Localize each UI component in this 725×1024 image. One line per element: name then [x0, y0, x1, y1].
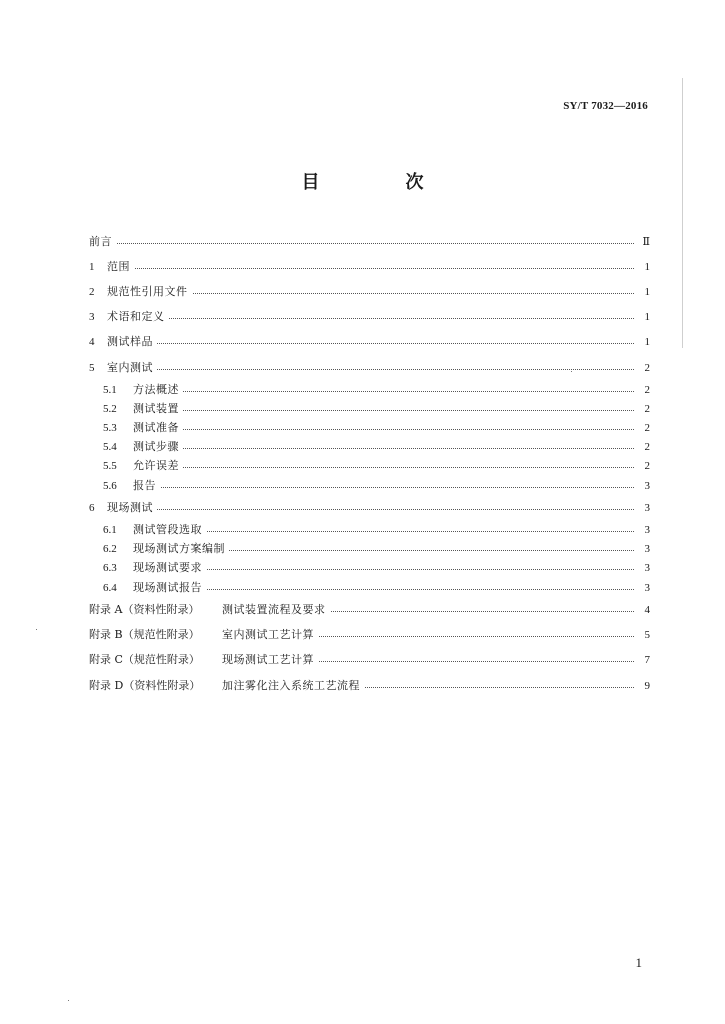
toc-entry[interactable] [0, 358, 725, 378]
toc-entry-label: 允许误差 [133, 456, 183, 476]
toc-entry-page: 1 [644, 311, 650, 323]
toc-entry-number: 5.4 [103, 441, 117, 453]
toc-entry-number: 6.1 [103, 524, 117, 536]
toc-entry-page: 2 [644, 422, 650, 434]
toc-entry-label: 测试准备 [133, 418, 183, 438]
toc-entry-label: 测试管段选取 [133, 520, 206, 540]
toc-entry-label: 方法概述 [133, 380, 183, 400]
toc-entry[interactable] [0, 600, 725, 620]
toc-entry[interactable] [0, 558, 725, 578]
toc-entry-label: 现场测试要求 [133, 558, 206, 578]
toc-entry-page: 4 [644, 604, 650, 616]
toc-dot-leader [107, 318, 634, 319]
toc-entry-page: 1 [644, 286, 650, 298]
toc-entry-number: 5 [89, 362, 95, 374]
toc-entry-label: 测试装置 [133, 399, 183, 419]
toc-dot-leader [133, 467, 634, 468]
toc-entry-page: 3 [644, 480, 650, 492]
toc-entry-number: 5.1 [103, 384, 117, 396]
toc-entry-number: 1 [89, 261, 95, 273]
toc-entry-label: 术语和定义 [107, 307, 169, 327]
toc-entry-page: Ⅱ [642, 236, 650, 248]
toc-dot-leader [89, 243, 634, 244]
toc-entry-number: 6.3 [103, 562, 117, 574]
toc-dot-leader [107, 268, 634, 269]
toc-dot-leader [133, 531, 634, 532]
toc-entry[interactable] [0, 437, 725, 457]
toc-entry-label: 测试步骤 [133, 437, 183, 457]
toc-entry-label: 现场测试工艺计算 [222, 650, 318, 670]
toc-entry-label: 室内测试工艺计算 [222, 625, 318, 645]
toc-entry-label: 现场测试方案编制 [133, 539, 229, 559]
toc-entry-number: 5.6 [103, 480, 117, 492]
scan-edge-line [682, 78, 683, 348]
page-number: 1 [635, 955, 642, 970]
toc-dot-leader [107, 343, 634, 344]
toc-entry-number: 附录 C（规范性附录） [89, 653, 200, 666]
toc-entry-label: 现场测试 [107, 498, 157, 518]
toc-entry-label: 测试样品 [107, 332, 157, 352]
toc-entry[interactable] [0, 257, 725, 277]
toc-entry-number: 5.3 [103, 422, 117, 434]
toc-entry[interactable] [0, 498, 725, 518]
toc-entry-page: 3 [644, 543, 650, 555]
toc-entry-page: 2 [644, 441, 650, 453]
toc-entry-number: 4 [89, 336, 95, 348]
toc-entry-page: 1 [644, 261, 650, 273]
toc-entry[interactable] [0, 380, 725, 400]
toc-entry[interactable] [0, 676, 725, 696]
toc-entry[interactable] [0, 232, 725, 252]
toc-entry[interactable] [0, 625, 725, 645]
toc-dot-leader [133, 410, 634, 411]
toc-entry[interactable] [0, 539, 725, 559]
toc-entry-label: 范围 [107, 257, 134, 277]
toc-entry-label: 室内测试 [107, 358, 157, 378]
toc-entry[interactable] [0, 578, 725, 598]
toc-entry[interactable] [0, 418, 725, 438]
scan-speck [571, 371, 572, 372]
toc-entry[interactable] [0, 307, 725, 327]
toc-entry[interactable] [0, 282, 725, 302]
toc-dot-leader [107, 369, 634, 370]
toc-entry-label: 测试装置流程及要求 [222, 600, 330, 620]
toc-title: 目 次 [301, 172, 458, 193]
toc-entry-label: 现场测试报告 [133, 578, 206, 598]
toc-dot-leader [107, 509, 634, 510]
toc-entry-number: 附录 B（规范性附录） [89, 628, 200, 641]
toc-entry-number: 6 [89, 502, 95, 514]
toc-entry[interactable] [0, 650, 725, 670]
toc-entry-number: 2 [89, 286, 95, 298]
toc-entry[interactable] [0, 456, 725, 476]
toc-dot-leader [133, 429, 634, 430]
toc-entry-number: 3 [89, 311, 95, 323]
toc-entry[interactable] [0, 332, 725, 352]
toc-entry-number: 6.2 [103, 543, 117, 555]
toc-dot-leader [133, 487, 634, 488]
toc-entry-page: 3 [644, 562, 650, 574]
toc-entry-page: 3 [644, 582, 650, 594]
toc-dot-leader [133, 589, 634, 590]
toc-entry-page: 3 [644, 524, 650, 536]
toc-entry[interactable] [0, 520, 725, 540]
toc-entry-page: 2 [644, 362, 650, 374]
toc-entry-number: 5.5 [103, 460, 117, 472]
toc-entry-page: 3 [644, 502, 650, 514]
toc-entry-label: 加注雾化注入系统工艺流程 [222, 676, 364, 696]
scan-speck [68, 1000, 69, 1001]
toc-dot-leader [133, 569, 634, 570]
scan-speck [36, 629, 37, 630]
toc-entry-label: 前言 [89, 232, 116, 252]
toc-entry-number: 附录 A（资料性附录） [89, 603, 200, 616]
toc-entry-page: 7 [644, 654, 650, 666]
toc-entry-number: 附录 D（资料性附录） [89, 679, 201, 692]
toc-entry-page: 1 [644, 336, 650, 348]
toc-entry-page: 2 [644, 460, 650, 472]
toc-entry-page: 2 [644, 403, 650, 415]
toc-entry-label: 报告 [133, 476, 160, 496]
toc-dot-leader [133, 448, 634, 449]
toc-entry-page: 2 [644, 384, 650, 396]
standard-code: SY/T 7032—2016 [563, 100, 648, 112]
toc-entry-number: 5.2 [103, 403, 117, 415]
toc-dot-leader [133, 391, 634, 392]
toc-entry-page: 9 [644, 680, 650, 692]
toc-entry-page: 5 [644, 629, 650, 641]
toc-entry[interactable] [0, 399, 725, 419]
toc-entry-number: 6.4 [103, 582, 117, 594]
toc-entry[interactable] [0, 476, 725, 496]
toc-entry-label: 规范性引用文件 [107, 282, 192, 302]
